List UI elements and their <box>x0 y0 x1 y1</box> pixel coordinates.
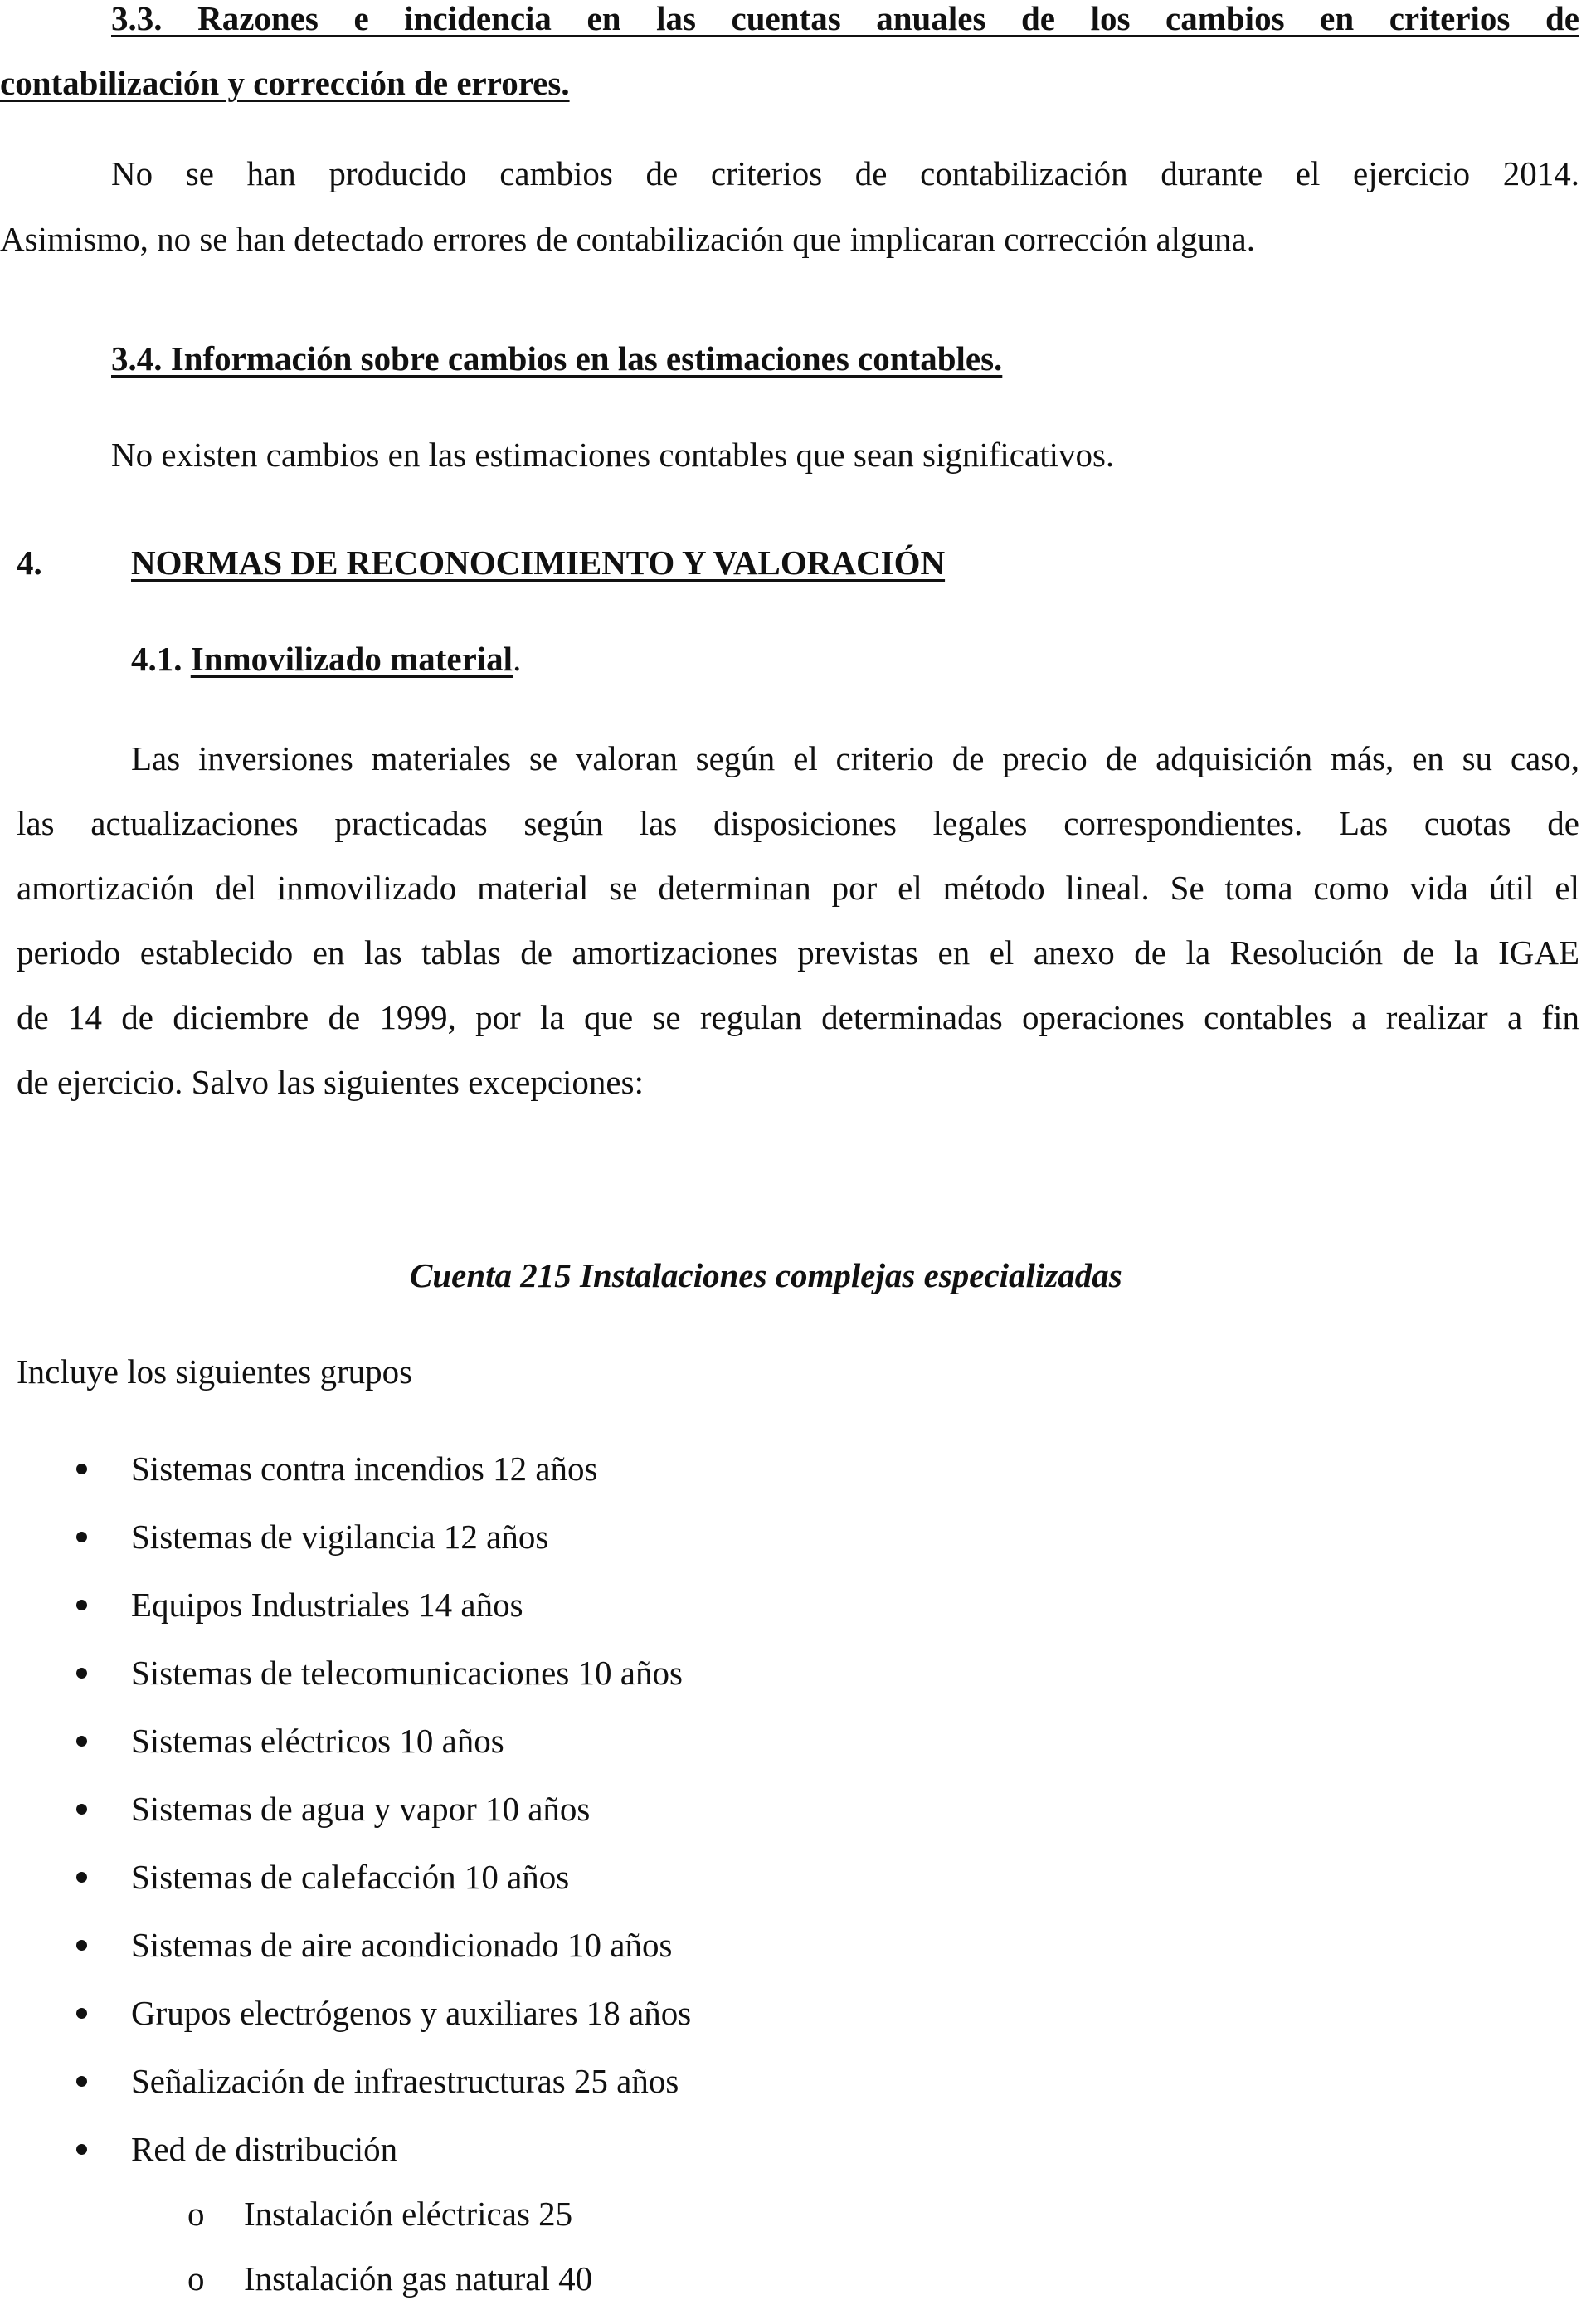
section-3-3-paragraph-line2: Asimismo, no se han detectado errores de contabilización que implicaran corrección alguna. <box>0 220 1255 258</box>
bullet-icon <box>76 1736 87 1747</box>
section-3-4-heading: 3.4. Información sobre cambios en las estimaciones contables. <box>111 339 1003 378</box>
bullet-icon <box>76 2008 87 2019</box>
bullet-icon <box>76 1940 87 1951</box>
section-3-4-paragraph: No existen cambios en las estimaciones contables que sean significativos. <box>111 436 1115 474</box>
list-item-text: Señalización de infraestructuras 25 años <box>131 2062 679 2100</box>
bullet-icon <box>76 1464 87 1474</box>
section-3-3-heading-line1: 3.3. Razones e incidencia en las cuentas anuales de los cambios en criterios de <box>111 0 1579 37</box>
sub-list-item-text: Instalación eléctricas 25 <box>244 2195 573 2233</box>
bullet-icon <box>76 1532 87 1542</box>
bullet-icon <box>76 1872 87 1883</box>
list-item-text: Red de distribución <box>131 2130 398 2168</box>
list-item-text: Sistemas contra incendios 12 años <box>131 1450 598 1488</box>
section-4-1-title: Inmovilizado material <box>190 640 513 678</box>
sub-bullet-marker: o <box>187 2259 205 2298</box>
section-4-1-paragraph-line5: de 14 de diciembre de 1999, por la que se regulan determinadas operaciones contables a realizar a fin <box>17 998 1579 1036</box>
section-4-title: NORMAS DE RECONOCIMIENTO Y VALORACIÓN <box>131 543 946 582</box>
section-4-1-title-period: . <box>513 640 522 678</box>
section-4-1-paragraph-line3: amortización del inmovilizado material se determinan por el método lineal. Se toma como vida útil el <box>17 869 1579 907</box>
list-item-text: Sistemas de aire acondicionado 10 años <box>131 1926 673 1964</box>
bullet-icon <box>76 1668 87 1679</box>
sub-bullet-marker: o <box>187 2195 205 2233</box>
cuenta-215-intro: Incluye los siguientes grupos <box>17 1352 413 1391</box>
section-4-1-number: 4.1. <box>131 640 182 678</box>
cuenta-215-title: Cuenta 215 Instalaciones complejas especializadas <box>410 1256 1122 1294</box>
sub-list-item-text: Instalación gas natural 40 <box>244 2259 593 2298</box>
section-3-3-heading-line2: contabilización y corrección de errores. <box>0 64 570 102</box>
list-item-text: Sistemas de agua y vapor 10 años <box>131 1790 591 1828</box>
section-3-3-paragraph-line1: No se han producido cambios de criterios de contabilización durante el ejercicio 2014. <box>111 154 1579 192</box>
section-4-number: 4. <box>17 543 42 582</box>
list-item-text: Equipos Industriales 14 años <box>131 1586 523 1624</box>
list-item-text: Sistemas de telecomunicaciones 10 años <box>131 1654 683 1692</box>
list-item-text: Sistemas de vigilancia 12 años <box>131 1518 549 1556</box>
section-4-1-heading <box>131 637 521 680</box>
list-item-text: Grupos electrógenos y auxiliares 18 años <box>131 1994 692 2032</box>
section-4-1-paragraph-line4: periodo establecido en las tablas de amortizaciones previstas en el anexo de la Resolución de la IGAE <box>17 933 1579 972</box>
bullet-icon <box>76 2076 87 2087</box>
bullet-icon <box>76 2144 87 2155</box>
bullet-icon <box>76 1600 87 1610</box>
bullet-icon <box>76 1804 87 1815</box>
list-item-text: Sistemas de calefacción 10 años <box>131 1858 570 1896</box>
section-4-1-paragraph-line2: las actualizaciones practicadas según las disposiciones legales correspondientes. Las cuotas de <box>17 804 1579 842</box>
section-4-1-paragraph-line1: Las inversiones materiales se valoran según el criterio de precio de adquisición más, en su caso, <box>131 739 1579 777</box>
section-4-1-paragraph-line6: de ejercicio. Salvo las siguientes excepciones: <box>17 1063 644 1101</box>
list-item-text: Sistemas eléctricos 10 años <box>131 1722 504 1760</box>
